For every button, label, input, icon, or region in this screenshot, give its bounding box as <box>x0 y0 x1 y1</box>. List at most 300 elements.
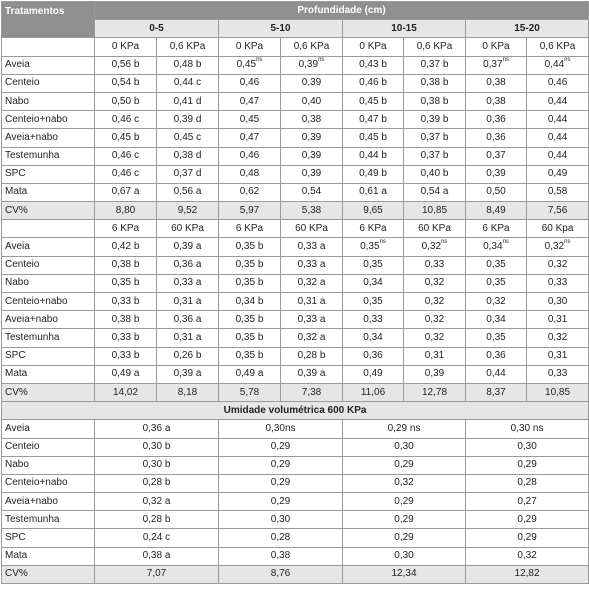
value-text: 0,30 <box>547 295 568 307</box>
table-row <box>2 456 589 474</box>
value-text: 0,46 <box>239 150 260 162</box>
value-cell <box>219 147 281 165</box>
value-text: 0,47 <box>239 131 260 143</box>
value-text: 0,35 <box>360 241 380 253</box>
depth-5-10: 5-10 <box>219 20 343 38</box>
value-text: 0,35 b <box>235 259 264 271</box>
value-text: 0,33 a <box>173 277 202 289</box>
value-cell <box>281 74 343 92</box>
ns-superscript: ns <box>379 239 386 246</box>
value-text: 0,37 d <box>173 168 202 180</box>
value-text: 0,39 a <box>173 368 202 380</box>
value-cell <box>466 183 527 201</box>
value-text: 0,33 <box>547 277 568 289</box>
value-cell <box>95 365 157 383</box>
value-cell: 0,29 <box>343 511 466 529</box>
value-cell <box>219 347 281 365</box>
value-cell <box>281 147 343 165</box>
value-cell <box>281 274 343 292</box>
value-text: 0,34 <box>483 241 503 253</box>
value-text: 0,31 <box>424 350 445 362</box>
value-cell <box>219 274 281 292</box>
value-cell <box>157 165 219 183</box>
treatment-label: Mata <box>2 183 95 201</box>
pressure-row <box>2 220 589 238</box>
value-cell <box>281 165 343 183</box>
value-text: 0,33 b <box>111 295 140 307</box>
cv-value: 5,78 <box>219 383 281 401</box>
value-text: 0,33 a <box>297 259 326 271</box>
pressure-header: 6 KPa <box>95 220 157 238</box>
cv-value: 8,18 <box>157 383 219 401</box>
value-text: 0,54 <box>301 186 322 198</box>
value-cell <box>343 347 404 365</box>
value-cell <box>466 238 527 256</box>
value-text: 0,34 b <box>235 295 264 307</box>
value-cell <box>95 256 157 274</box>
value-cell: 0,29 <box>466 456 589 474</box>
value-cell <box>281 111 343 129</box>
value-text: 0,43 b <box>359 59 387 71</box>
value-text: 0,38 b <box>111 259 140 271</box>
table-row <box>2 147 589 165</box>
value-text: 0,39 <box>301 131 322 143</box>
value-cell <box>404 74 466 92</box>
value-text: 0,54 a <box>420 186 449 198</box>
treatment-label: Testemunha <box>2 511 95 529</box>
value-text: 0,46 c <box>111 113 140 125</box>
pressure-header: 6 KPa <box>343 220 404 238</box>
value-text: 0,67 a <box>111 186 140 198</box>
section-title: Umidade volumétrica 600 KPa <box>2 402 589 420</box>
value-text: 0,37 b <box>420 131 449 143</box>
value-text: 0,35 b <box>235 313 264 325</box>
value-cell <box>404 147 466 165</box>
value-text: 0,45 <box>236 59 257 71</box>
value-text: 0,37 b <box>420 59 449 71</box>
value-cell <box>95 56 157 74</box>
value-text: 0,38 b <box>420 95 449 107</box>
value-text: 0,45 b <box>359 95 387 107</box>
value-cell: 0,24 c <box>95 529 219 547</box>
treatment-label: Aveia+nabo <box>2 311 95 329</box>
value-cell <box>466 347 527 365</box>
pressure-header: 0,6 KPa <box>527 38 589 56</box>
table-row <box>2 74 589 92</box>
value-text: 0,49 <box>363 368 383 380</box>
value-cell <box>466 111 527 129</box>
value-cell <box>343 365 404 383</box>
pressure-header: 0 KPa <box>343 38 404 56</box>
value-cell: 0,29 <box>466 511 589 529</box>
value-text: 0,42 b <box>111 241 140 253</box>
value-cell <box>95 238 157 256</box>
value-cell <box>466 147 527 165</box>
value-text: 0,33 <box>363 313 383 325</box>
value-text: 0,49 a <box>235 368 264 380</box>
treatment-label: SPC <box>2 165 95 183</box>
pressure-header: 0,6 KPa <box>404 38 466 56</box>
table-row <box>2 474 589 492</box>
value-text: 0,46 c <box>111 168 140 180</box>
value-text: 0,50 b <box>111 95 140 107</box>
value-cell <box>281 129 343 147</box>
cv-value: 14,02 <box>95 383 157 401</box>
cv-value: 10,85 <box>527 383 589 401</box>
table-row <box>2 129 589 147</box>
value-text: 0,39 d <box>173 113 202 125</box>
value-text: 0,56 b <box>111 59 140 71</box>
treatment-label: Testemunha <box>2 329 95 347</box>
value-text: 0,32 a <box>297 277 326 289</box>
value-cell <box>466 365 527 383</box>
value-cell <box>527 92 589 110</box>
value-cell <box>343 238 404 256</box>
value-text: 0,39 <box>301 77 322 89</box>
value-cell: 0,29 <box>466 529 589 547</box>
treatment-label: Centeio+nabo <box>2 474 95 492</box>
value-cell <box>404 293 466 311</box>
value-text: 0,45 <box>239 113 260 125</box>
value-cell <box>157 147 219 165</box>
treatment-label: SPC <box>2 529 95 547</box>
cv-value: 8,80 <box>95 202 157 220</box>
value-cell: 0,30ns <box>219 420 343 438</box>
value-cell: 0,29 <box>219 456 343 474</box>
value-text: 0,33 a <box>297 313 326 325</box>
value-cell <box>343 311 404 329</box>
value-cell <box>466 256 527 274</box>
value-text: 0,44 <box>547 113 568 125</box>
value-cell <box>527 183 589 201</box>
value-text: 0,33 <box>547 368 568 380</box>
value-cell <box>281 293 343 311</box>
section-title-row <box>2 402 589 420</box>
value-text: 0,46 <box>239 77 260 89</box>
ns-superscript: ns <box>502 57 509 64</box>
value-text: 0,45 b <box>111 131 140 143</box>
value-text: 0,38 <box>486 95 506 107</box>
treatments-header: Tratamentos <box>2 2 95 38</box>
ns-superscript: ns <box>318 57 325 64</box>
value-cell <box>527 74 589 92</box>
value-cell: 0,32 <box>466 547 589 565</box>
value-text: 0,32 <box>424 331 445 343</box>
table-row <box>2 238 589 256</box>
value-cell <box>95 92 157 110</box>
value-cell: 0,29 <box>219 493 343 511</box>
value-cell <box>157 293 219 311</box>
treatment-label: Nabo <box>2 456 95 474</box>
value-text: 0,48 b <box>173 59 202 71</box>
value-cell <box>219 74 281 92</box>
value-text: 0,35 b <box>111 277 140 289</box>
value-cell: 0,36 a <box>95 420 219 438</box>
value-cell <box>343 129 404 147</box>
value-cell: 0,32 a <box>95 493 219 511</box>
cv-value: 10,85 <box>404 202 466 220</box>
value-cell: 0,30 <box>343 438 466 456</box>
value-cell <box>219 165 281 183</box>
value-text: 0,31 a <box>173 331 202 343</box>
value-text: 0,37 <box>483 59 503 71</box>
value-text: 0,34 <box>363 331 383 343</box>
value-cell <box>527 311 589 329</box>
treatment-label: Aveia <box>2 56 95 74</box>
value-cell <box>527 347 589 365</box>
value-cell <box>157 129 219 147</box>
value-text: 0,49 a <box>111 368 140 380</box>
table-row <box>2 529 589 547</box>
value-text: 0,31 <box>547 350 568 362</box>
treatment-label: Aveia+nabo <box>2 493 95 511</box>
value-cell <box>466 311 527 329</box>
value-cell <box>219 256 281 274</box>
pressure-row <box>2 38 589 56</box>
value-text: 0,38 b <box>420 77 449 89</box>
value-cell <box>219 293 281 311</box>
value-cell <box>157 111 219 129</box>
value-cell <box>281 238 343 256</box>
value-cell <box>281 92 343 110</box>
value-text: 0,32 <box>424 277 445 289</box>
value-cell: 0,30 b <box>95 438 219 456</box>
value-cell <box>404 129 466 147</box>
value-text: 0,35 b <box>235 350 264 362</box>
value-cell <box>404 92 466 110</box>
table-row <box>2 56 589 74</box>
value-text: 0,33 b <box>111 350 140 362</box>
table-row <box>2 329 589 347</box>
value-text: 0,35 b <box>235 241 264 253</box>
value-cell <box>527 165 589 183</box>
value-cell <box>527 365 589 383</box>
table-row <box>2 547 589 565</box>
value-cell <box>157 183 219 201</box>
value-cell <box>466 329 527 347</box>
table-row <box>2 347 589 365</box>
value-text: 0,54 b <box>111 77 140 89</box>
pressure-header: 0,6 KPa <box>281 38 343 56</box>
value-cell: 0,28 <box>466 474 589 492</box>
pressure-header: 6 KPa <box>466 220 527 238</box>
value-text: 0,41 d <box>173 95 202 107</box>
value-cell: 0,30 <box>219 511 343 529</box>
treatment-label: Nabo <box>2 274 95 292</box>
table-row <box>2 92 589 110</box>
value-cell: 0,28 b <box>95 474 219 492</box>
value-text: 0,39 <box>486 168 506 180</box>
cv-value: 8,49 <box>466 202 527 220</box>
value-text: 0,26 b <box>173 350 202 362</box>
value-text: 0,32 a <box>297 331 326 343</box>
value-text: 0,31 a <box>297 295 326 307</box>
value-text: 0,38 d <box>173 150 202 162</box>
value-text: 0,36 a <box>173 259 202 271</box>
value-cell <box>527 293 589 311</box>
value-text: 0,36 <box>486 350 506 362</box>
value-cell <box>219 111 281 129</box>
value-cell <box>95 311 157 329</box>
ns-superscript: ns <box>564 239 571 246</box>
cv-label: CV% <box>2 202 95 220</box>
value-cell <box>527 238 589 256</box>
value-text: 0,44 <box>486 368 506 380</box>
treatment-label: SPC <box>2 347 95 365</box>
value-cell: 0,32 <box>343 474 466 492</box>
table-row <box>2 420 589 438</box>
value-text: 0,35 <box>363 295 383 307</box>
value-cell <box>157 347 219 365</box>
value-cell: 0,38 <box>219 547 343 565</box>
value-text: 0,31 a <box>173 295 202 307</box>
value-cell <box>343 329 404 347</box>
value-text: 0,45 b <box>359 131 387 143</box>
value-cell <box>466 92 527 110</box>
value-text: 0,58 <box>547 186 568 198</box>
pressure-header: 60 KPa <box>404 220 466 238</box>
value-cell <box>527 56 589 74</box>
value-text: 0,35 b <box>235 331 264 343</box>
value-cell <box>157 256 219 274</box>
value-cell: 0,38 a <box>95 547 219 565</box>
value-cell: 0,30 b <box>95 456 219 474</box>
table-row <box>2 111 589 129</box>
treatment-label: Centeio+nabo <box>2 111 95 129</box>
value-cell <box>95 183 157 201</box>
value-cell <box>466 274 527 292</box>
value-cell <box>404 311 466 329</box>
treatment-label: Nabo <box>2 92 95 110</box>
header-row <box>2 2 589 20</box>
value-cell <box>219 238 281 256</box>
treatment-label: Aveia <box>2 238 95 256</box>
value-text: 0,39 <box>424 368 445 380</box>
value-text: 0,44 c <box>173 77 202 89</box>
cv-value: 8,37 <box>466 383 527 401</box>
value-text: 0,32 <box>544 241 565 253</box>
value-cell <box>343 147 404 165</box>
value-cell <box>404 165 466 183</box>
table-row <box>2 256 589 274</box>
value-text: 0,46 b <box>359 77 387 89</box>
value-cell: 0,28 <box>219 529 343 547</box>
value-text: 0,32 <box>547 259 568 271</box>
value-cell <box>95 293 157 311</box>
value-cell <box>95 329 157 347</box>
value-cell <box>157 311 219 329</box>
pressure-header: 60 KPa <box>157 220 219 238</box>
table-row <box>2 511 589 529</box>
value-text: 0,32 <box>424 313 445 325</box>
value-text: 0,33 b <box>111 331 140 343</box>
value-cell <box>219 329 281 347</box>
value-text: 0,28 b <box>297 350 326 362</box>
value-cell <box>343 274 404 292</box>
pressure-header: 0 KPa <box>219 38 281 56</box>
value-text: 0,50 <box>486 186 506 198</box>
pressure-header: 6 KPa <box>219 220 281 238</box>
value-cell <box>404 347 466 365</box>
value-cell <box>466 165 527 183</box>
value-cell <box>343 111 404 129</box>
value-text: 0,46 <box>547 77 568 89</box>
value-cell <box>343 165 404 183</box>
value-cell <box>281 183 343 201</box>
treatment-label: Centeio <box>2 256 95 274</box>
cv-value: 9,52 <box>157 202 219 220</box>
value-cell <box>95 347 157 365</box>
value-text: 0,44 b <box>359 150 387 162</box>
depth-15-20: 15-20 <box>466 20 589 38</box>
value-cell <box>404 329 466 347</box>
value-cell <box>404 56 466 74</box>
table-row <box>2 274 589 292</box>
value-cell <box>404 183 466 201</box>
value-text: 0,44 <box>547 131 568 143</box>
pressure-blank-cell <box>2 220 95 238</box>
value-cell <box>343 183 404 201</box>
value-text: 0,39 b <box>420 113 449 125</box>
value-cell <box>466 129 527 147</box>
value-cell <box>343 92 404 110</box>
value-cell <box>466 293 527 311</box>
value-cell <box>219 92 281 110</box>
value-text: 0,46 c <box>111 150 140 162</box>
value-cell <box>95 274 157 292</box>
value-cell <box>95 165 157 183</box>
value-cell <box>281 347 343 365</box>
value-cell <box>281 56 343 74</box>
value-cell <box>219 56 281 74</box>
value-text: 0,32 <box>421 241 442 253</box>
value-text: 0,32 <box>486 295 506 307</box>
cv-label: CV% <box>2 565 95 583</box>
value-text: 0,61 a <box>359 186 387 198</box>
data-table <box>1 1 589 584</box>
value-cell <box>95 111 157 129</box>
value-text: 0,34 <box>486 313 506 325</box>
cv-value: 9,65 <box>343 202 404 220</box>
value-cell <box>157 329 219 347</box>
table-row <box>2 365 589 383</box>
cv-value: 7,07 <box>95 565 219 583</box>
value-text: 0,32 <box>424 295 445 307</box>
value-text: 0,33 a <box>297 241 326 253</box>
value-text: 0,31 <box>547 313 568 325</box>
value-text: 0,39 a <box>297 368 326 380</box>
depth-10-15: 10-15 <box>343 20 466 38</box>
cv-value: 12,34 <box>343 565 466 583</box>
value-cell <box>527 111 589 129</box>
value-text: 0,35 <box>486 277 506 289</box>
value-cell <box>157 238 219 256</box>
value-cell: 0,28 b <box>95 511 219 529</box>
value-cell <box>219 129 281 147</box>
table-row <box>2 493 589 511</box>
value-text: 0,39 <box>301 168 322 180</box>
value-text: 0,36 <box>486 113 506 125</box>
value-cell <box>95 74 157 92</box>
cv-row <box>2 383 589 401</box>
value-text: 0,49 <box>547 168 568 180</box>
value-cell <box>95 129 157 147</box>
value-text: 0,34 <box>363 277 383 289</box>
treatment-label: Aveia <box>2 420 95 438</box>
table-row <box>2 183 589 201</box>
value-cell <box>157 74 219 92</box>
value-text: 0,56 a <box>173 186 202 198</box>
